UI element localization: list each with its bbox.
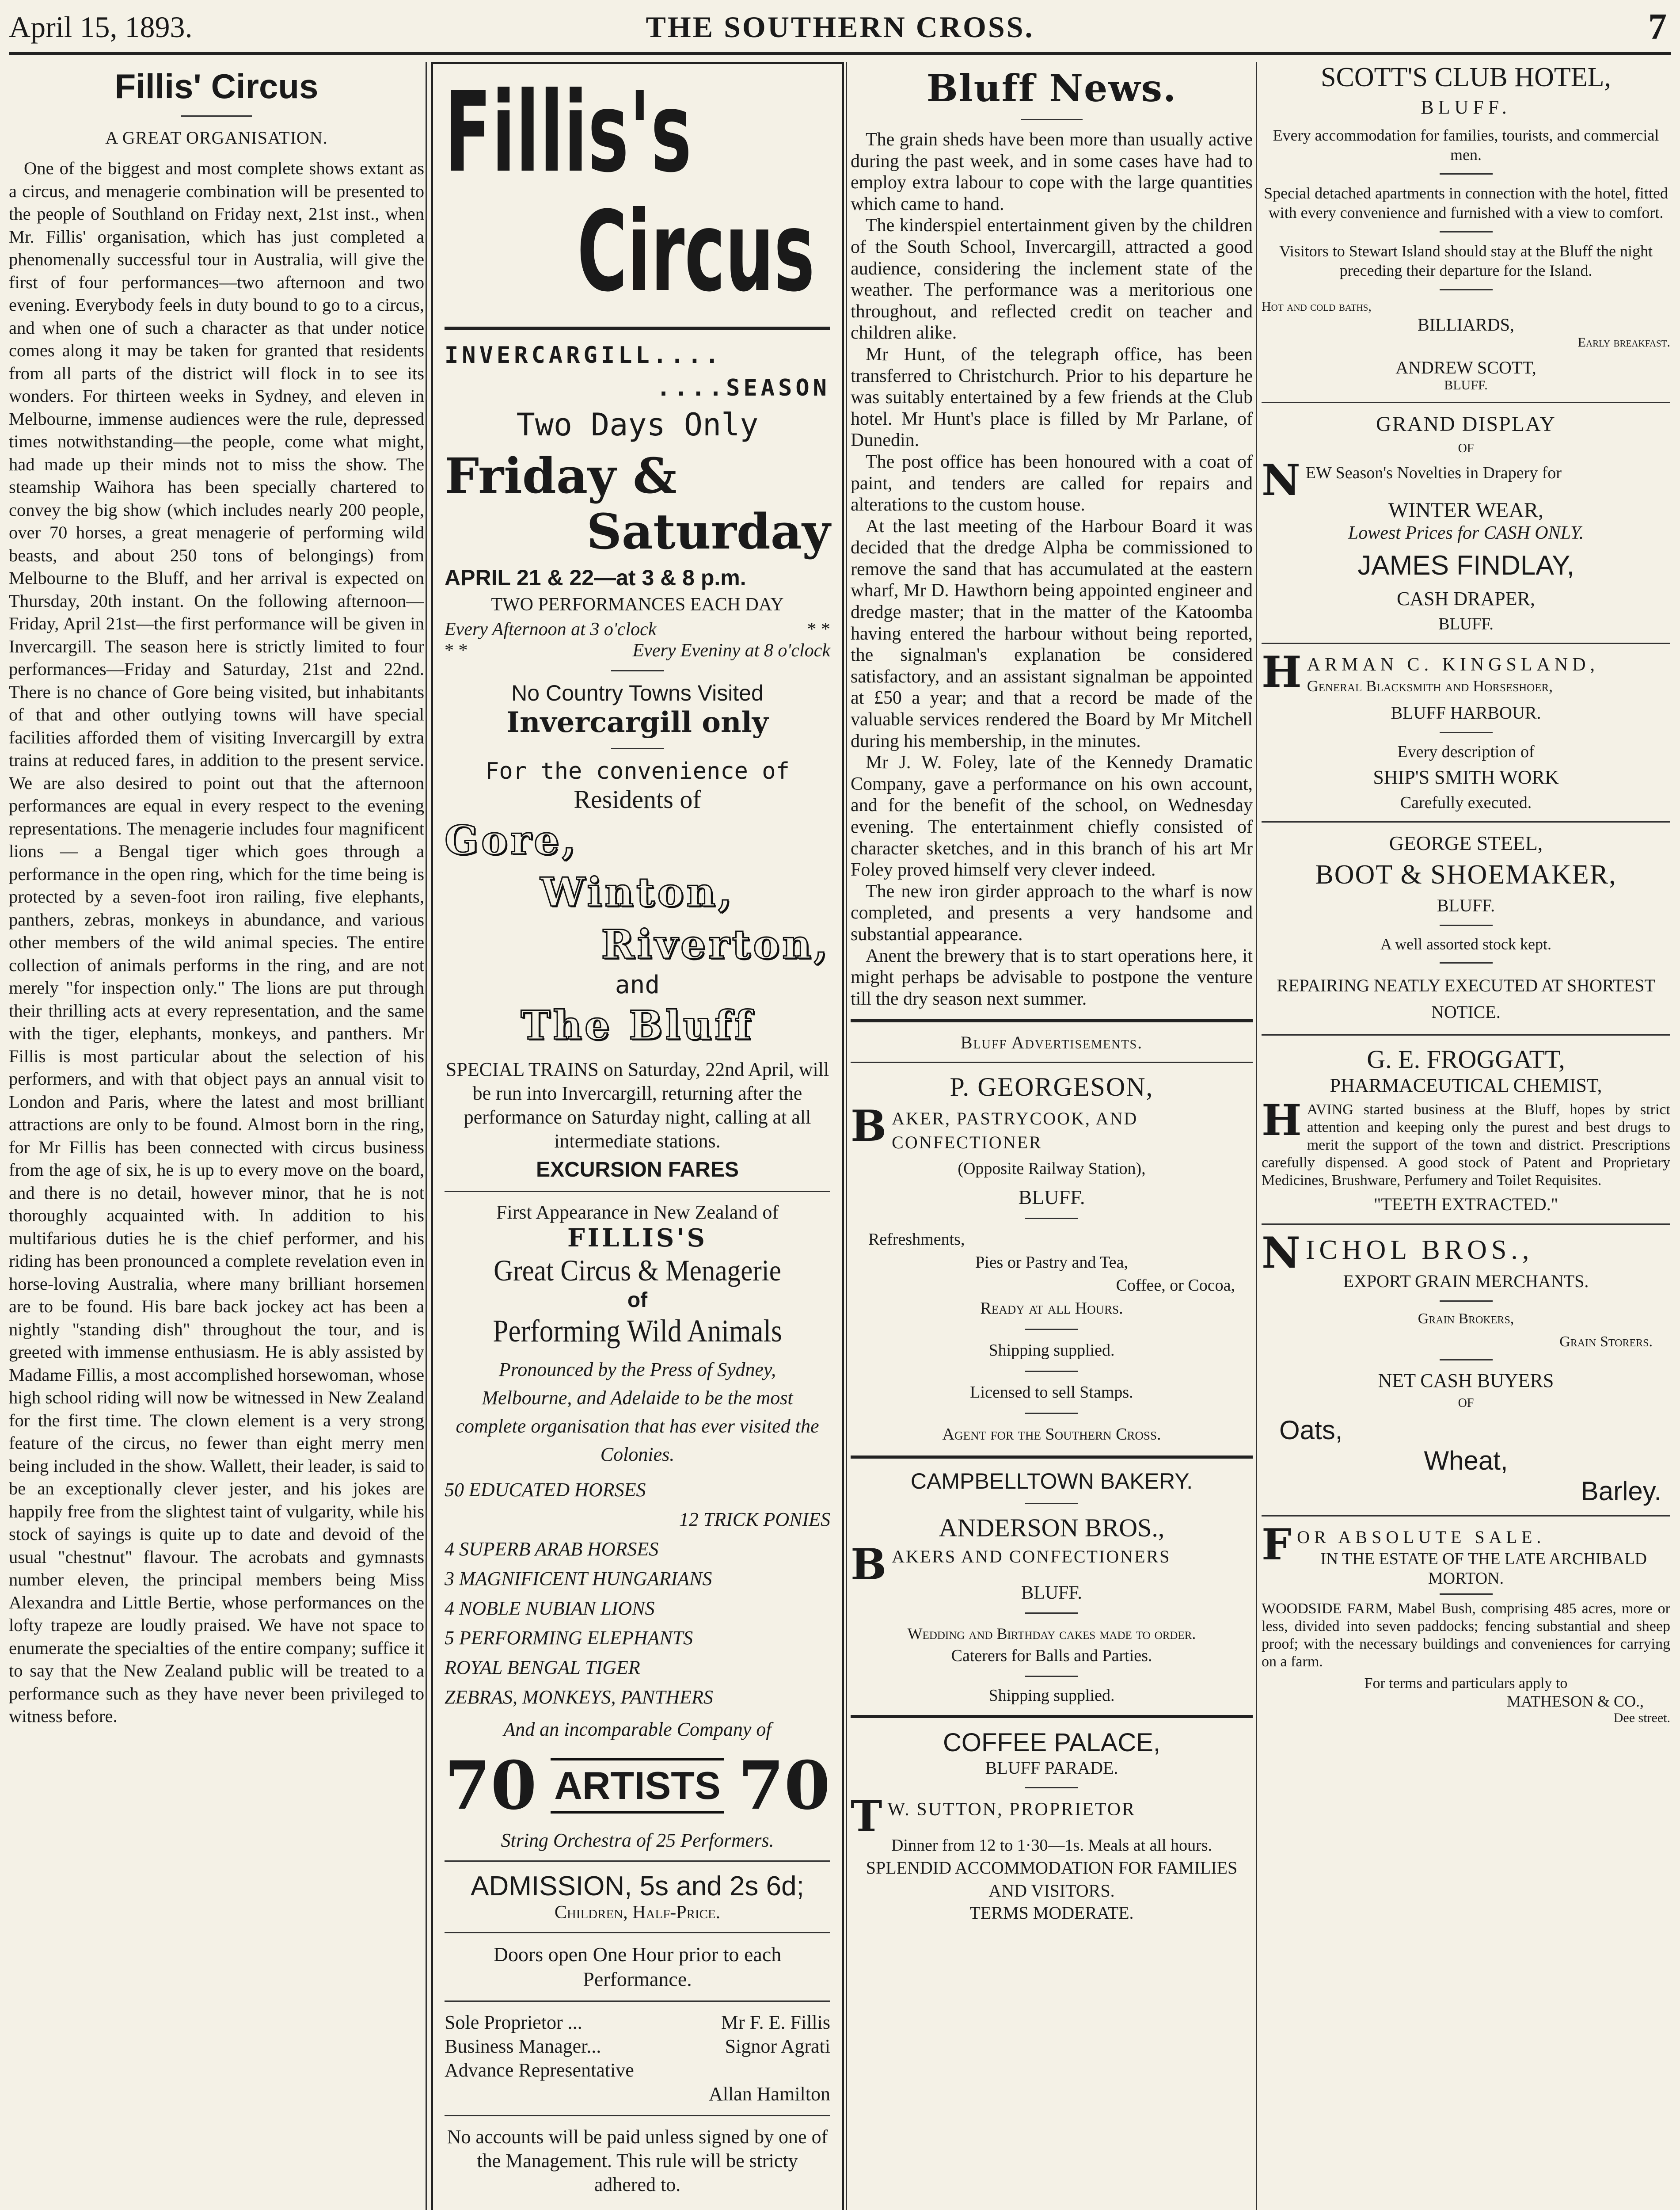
divider <box>851 1062 1253 1063</box>
season-line-2: ....SEASON <box>656 375 830 401</box>
list-item: ROYAL BENGAL TIGER <box>445 1657 640 1678</box>
admission-prices: ADMISSION, 5s and 2s 6d; <box>471 1871 804 1901</box>
absolute-sale-ad <box>1262 1520 1670 1726</box>
sale-text: WOODSIDE FARM, Mabel Bush, comprising 485 acres, more or less, divided into seven paddocks; fencing substantial and sheep proof; with the necessary buildings and conveniences for carrying on a farm. <box>1262 1600 1670 1670</box>
news-item: The grain sheds have been more than usually active during the past week, and in some cases have had to employ extra labour to cope with the large quantities which came to hand. <box>851 130 1253 214</box>
no-country-towns: No Country Towns Visited <box>511 681 764 705</box>
ad-title-circus: Circus <box>577 187 815 316</box>
shipping-supplied: Shipping supplied. <box>988 1341 1115 1360</box>
news-item: At the last meeting of the Harbour Board it was decided that the dredge Alpha be commissioned to remove the sand that has accumulated at the eastern wharf, Mr D. Hawthorn being appointed engineer and dredge master; that in the matter of the Katoomba having entered the harbour without being reported, the signalman's explanation be considered satisfactory, and an assistant signalman be appointed at £50 a year; and that a record be made of the valuable services rendered the Board by Mr Mitchell during his membership, in the minutes. <box>851 516 1253 751</box>
column-divider <box>846 62 847 2210</box>
ad-title-fillis: Fillis's <box>445 68 692 197</box>
blacksmith-trade: General Blacksmith and Horseshoer, <box>1307 677 1553 695</box>
divider <box>1025 1413 1078 1414</box>
of-word: of <box>627 1288 648 1312</box>
two-performances: TWO PERFORMANCES EACH DAY <box>491 594 784 615</box>
hotel-town: BLUFF. <box>1421 96 1511 118</box>
estate-line: IN THE ESTATE OF THE LATE ARCHIBALD MORTON. <box>1320 1550 1647 1588</box>
afternoon-time: Every Afternoon at 3 o'clock <box>445 619 657 640</box>
splendid-accommodation: SPLENDID ACCOMMODATION FOR FAMILIES AND VISITORS. <box>866 1858 1238 1901</box>
divider <box>1025 1612 1078 1614</box>
business-name: ANDERSON BROS., <box>939 1513 1165 1543</box>
bootmaker-name: GEORGE STEEL, <box>1389 832 1543 854</box>
dropcap: F <box>1262 1520 1292 1570</box>
divider <box>1262 1515 1670 1517</box>
lowest-prices: Lowest Prices for CASH ONLY. <box>1348 523 1584 543</box>
proprietor: W. SUTTON, PROPRIETOR <box>887 1799 1136 1820</box>
coffee-palace-ad <box>851 1728 1253 1923</box>
article-headline: Fillis' Circus <box>114 67 319 106</box>
agent-line: Agent for the Southern Cross. <box>942 1425 1161 1444</box>
coffee-palace-location: BLUFF PARADE. <box>985 1758 1118 1778</box>
dropcap: H <box>1262 1095 1302 1145</box>
special-trains: SPECIAL TRAINS on Saturday, 22nd April, will be run into Invercargill, returning after the performance on Saturday night, calling at all intermediate stations. <box>445 1059 829 1152</box>
hotel-special: Special detached apartments in connection with the hotel, fitted with every convenience and furnished with a view to comfort. <box>1264 184 1668 221</box>
dropcap: T <box>851 1791 882 1842</box>
merchant-name: ICHOL BROS., <box>1305 1235 1534 1265</box>
teeth-extracted: "TEETH EXTRACTED." <box>1373 1194 1558 1214</box>
list-item: 4 SUPERB ARAB HORSES <box>445 1538 659 1560</box>
draper-town: BLUFF. <box>1438 615 1494 633</box>
business-town: BLUFF. <box>1021 1583 1082 1604</box>
divider <box>1440 962 1493 964</box>
divider <box>1025 1676 1078 1677</box>
credit-role: Business Manager... <box>445 2035 601 2057</box>
credit-name: Signor Agrati <box>725 2035 830 2057</box>
divider <box>1025 1787 1078 1788</box>
grand-display: GRAND DISPLAY <box>1376 412 1556 436</box>
repairing: REPAIRING NEATLY EXECUTED AT SHORTEST NOTICE. <box>1277 975 1655 1022</box>
divider <box>611 748 664 749</box>
circus-advertisement <box>431 62 844 2210</box>
news-item: Anent the brewery that is to start operations here, it might perhaps be advisable to postpone the venture till the dry season next summer. <box>851 945 1253 1009</box>
town-gore: Gore, <box>445 817 578 864</box>
hot-cold-baths: Hot and cold baths, <box>1262 299 1372 314</box>
business-name: P. GEORGESON, <box>950 1072 1154 1102</box>
performance-dates: APRIL 21 & 22—at 3 & 8 p.m. <box>445 565 746 590</box>
campbelltown-ad <box>851 1468 1253 1705</box>
bootmaker-trade: BOOT & SHOEMAKER, <box>1315 860 1617 890</box>
two-days-only: Two Days Only <box>516 407 759 443</box>
barley: Barley. <box>1581 1476 1661 1506</box>
divider <box>611 670 664 671</box>
caterers: Caterers for Balls and Parties. <box>951 1646 1152 1665</box>
season-line-1: INVERCARGILL.... <box>445 342 722 369</box>
business-trade: AKERS AND CONFECTIONERS <box>892 1547 1171 1567</box>
divider <box>445 327 830 330</box>
blacksmith-name: ARMAN C. KINGSLAND, <box>1307 655 1600 675</box>
and-word: and <box>615 971 660 999</box>
divider <box>1440 173 1493 175</box>
business-town: BLUFF. <box>1018 1186 1085 1209</box>
town-riverton: Riverton, <box>601 921 830 968</box>
terms-moderate: TERMS MODERATE. <box>969 1903 1134 1923</box>
news-item: The kinderspiel entertainment given by the children of the South School, Invercargill, attracted a good audience, considering the inclement state of the weather. The performance was a meritorious one throughout, and reflected credit on teacher and children alike. <box>851 215 1253 343</box>
divider <box>1025 1329 1078 1330</box>
every-description: Every description of <box>1397 743 1535 761</box>
divider <box>1440 1359 1493 1360</box>
dropcap: B <box>851 1539 887 1590</box>
article-subhead: A GREAT ORGANISATION. <box>105 128 328 148</box>
divider <box>1025 1371 1078 1372</box>
no-accounts: No accounts will be paid unless signed by one of the Management. This rule will be stricty adhered to. <box>447 2126 828 2195</box>
agent-street: Dee street. <box>1613 1711 1670 1725</box>
business-location: (Opposite Railway Station), <box>958 1159 1146 1178</box>
proprietor-name: ANDREW SCOTT, <box>1395 358 1536 377</box>
sale-title: OR ABSOLUTE SALE. <box>1297 1527 1546 1547</box>
divider <box>851 1456 1253 1459</box>
divider <box>445 2115 830 2116</box>
fillis-circus-article <box>9 62 424 2210</box>
billiards: BILLIARDS, <box>1418 315 1514 335</box>
hotel-accommodation: Every accommodation for families, tourists, and commercial men. <box>1273 126 1659 164</box>
ready-hours: Ready at all Hours. <box>980 1299 1123 1318</box>
artists-heading: ARTISTS <box>551 1758 724 1814</box>
bootmaker-town: BLUFF. <box>1437 895 1495 915</box>
licensed-stamps: Licensed to sell Stamps. <box>970 1383 1133 1402</box>
doors-open: Doors open One Hour prior to each Performance. <box>493 1943 782 1990</box>
news-item: Mr Hunt, of the telegraph office, has been transferred to Christchurch. Prior to his departure he was suitably entertained by a few friends at the Club hotel. Mr Hunt's place is filled by Mr Parlane, of Dunedin. <box>851 344 1253 451</box>
divider <box>1440 925 1493 926</box>
draper-name: JAMES FINDLAY, <box>1357 550 1574 581</box>
press-quote: Pronounced by the Press of Sydney, Melbourne, and Adelaide to be the most complete organisation that has ever visited the Colonies. <box>456 1359 819 1465</box>
divider <box>1025 1503 1078 1504</box>
cakes-order: Wedding and Birthday cakes made to order. <box>907 1625 1196 1643</box>
list-item: ZEBRAS, MONKEYS, PANTHERS <box>445 1686 713 1708</box>
grain-brokers: Grain Brokers, <box>1418 1311 1514 1327</box>
column-divider <box>426 62 427 2210</box>
news-item: The new iron girder approach to the wharf is now completed, and presents a very handsome and substantial appearance. <box>851 881 1253 945</box>
advertisements-column <box>1262 62 1670 2210</box>
kingsland-ad <box>1262 647 1670 812</box>
steel-ad <box>1262 831 1670 1025</box>
froggatt-ad <box>1262 1044 1670 1215</box>
chemist-trade: PHARMACEUTICAL CHEMIST, <box>1330 1075 1602 1096</box>
dropcap: H <box>1262 647 1302 697</box>
divider <box>1440 1300 1493 1302</box>
incomparable-company: And an incomparable Company of <box>503 1718 772 1740</box>
of-word: OF <box>1458 1396 1474 1410</box>
winter-wear: WINTER WEAR, <box>1388 499 1544 522</box>
chemist-name: G. E. FROGGATT, <box>1367 1045 1565 1074</box>
stock-kept: A well assorted stock kept. <box>1380 935 1551 953</box>
masthead <box>9 4 1671 55</box>
ships-smith-work: SHIP'S SMITH WORK <box>1373 766 1559 788</box>
dropcap: N <box>1262 1228 1300 1278</box>
divider <box>445 2000 830 2002</box>
issue-date: April 15, 1893. <box>9 10 193 44</box>
excursion-fares: EXCURSION FARES <box>536 1158 739 1181</box>
newspaper-title: THE SOUTHERN CROSS. <box>646 10 1034 44</box>
town-winton: Winton, <box>540 869 735 916</box>
shipping-supplied: Shipping supplied. <box>988 1686 1115 1705</box>
divider <box>1025 1218 1078 1219</box>
dinner-hours: Dinner from 12 to 1·30—1s. Meals at all hours. <box>891 1836 1212 1855</box>
divider <box>445 1860 830 1862</box>
divider <box>1440 231 1493 232</box>
article-body: One of the biggest and most complete shows extant as a circus, and menagerie combination will be presented to the people of Southland on Friday next, 21st inst., when Mr. Fillis' organisation, which has just completed a phenomenally successful tour in Australia, will give the first of four performances—two afternoon and two evening. Everybody feels in duty bound to go to a circus, and when one of such a character as that under notice comes along it may be taken for granted that residents from all parts of the district will flock in to see its wonders. For thirteen weeks in Sydney, and eleven in Melbourne, immense audiences were the rule, depressed times notwithstanding—the people, come what might, had made up their minds not to miss the show. The steamship Waihora has been specially chartered to convey the big show (which includes nearly 200 people, over 70 horses, a great menagerie of performing wild beasts, and about 250 tons of belongings) from Melbourne to the Bluff, and her arrival is expected on Thursday, 20th instant. On the following afternoon—Friday, April 21st—the first performance will be given in Invercargill. The season here is strictly limited to four performances—Friday and Saturday, 21st and 22nd. There is no chance of Gore being visited, but inhabitants of that and other outlying towns will have special facilities afforded them of visiting Invercargill by extra trains at reduced fares, in addition to the present service. We are also desired to point out that the afternoon performances are equal in every respect to the evening representations. The menagerie includes four magnificent lions — a Bengal tiger which goes through a performance in the open ring, which for the time being is protected by a seven-foot iron railing, five elephants, panthers, zebras, monkeys in abundance, and various other members of the wild animal species. The entire collection of animals performs in the ring, and are not merely "for inspection only." The lions are put through their thrilling acts at every representation, and the same with the tiger, elephants, monkeys, and panthers. Mr Fillis is most particular about the selection of his performers, and with that object pays an annual visit to London and Paris, where the latest and most brilliant attractions are only to be found. Almost born in the ring, for Mr Fillis has been connected with circus business from the age of six, he is up to every move on the board, and there is no detail, however minor, that he is not thoroughly acquainted with. In addition to his multifarious duties he is the chief performer, and his riding has been pronounced a complete revelation even in horse-loving Australia, where many brilliant horsemen are to be found. His bare back jockey act has been a nightly "standing dish" throughout the tour, and is greeted with immense enthusiasm. He is ably assisted by Madame Fillis, a most accomplished horsewoman, whose high school riding will now be witnessed in New Zealand for the first time. The clown element is a very strong feature of the circus, no fewer than eight merry men being included in the show. Wallett, their leader, is said to be an exceptionally clever jester, and his jokes are happily free from the slightest taint of vulgarity, while his stock of sayings is quite up to date and devoid of the usual "chestnut" flavour. The acrobats and gymnasts number eleven, the principal members being Miss Alexandra and Little Bertie, whose performances on the lofty trapeze are loudly praised. We have not space to enumerate the specialties of the entire company; suffice it to say that the New Zealand public will be treated to a performance such as they have never been privileged to witness before. <box>9 158 424 1726</box>
attractions-list <box>445 1475 830 1712</box>
friday-heading: Friday & <box>445 447 677 504</box>
business-trade: AKER, PASTRYCOOK, AND CONFECTIONER <box>892 1109 1138 1153</box>
first-appearance: First Appearance in New Zealand of <box>496 1201 779 1223</box>
list-item: 4 NOBLE NUBIAN LIONS <box>445 1597 655 1619</box>
refreshments: Refreshments, <box>868 1230 965 1249</box>
stars-decoration: * * <box>807 619 830 640</box>
list-item: 12 TRICK PONIES <box>679 1509 830 1530</box>
management-credits <box>445 2011 830 2106</box>
draper-trade: CASH DRAPER, <box>1397 588 1535 610</box>
evening-time: Every Eveniny at 8 o'clock <box>632 640 830 661</box>
divider <box>1262 643 1670 644</box>
divider <box>1262 1034 1670 1036</box>
performing-wild-animals: Performing Wild Animals <box>493 1313 782 1349</box>
residents-line: Residents of <box>574 785 701 814</box>
coffee-cocoa: Coffee, or Cocoa, <box>1116 1276 1235 1295</box>
chemist-text: AVING started business at the Bluff, hopes by strict attention and keeping only the purest and best drugs to merit the support of the town and district. Prescriptions carefully dispensed. A good stock of Patent and Proprietary Medicines, Brushware, Perfumery and Toilet Requisites. <box>1262 1101 1670 1189</box>
coffee-palace-title: COFFEE PALACE, <box>943 1728 1161 1757</box>
blacksmith-town: BLUFF HARBOUR. <box>1391 703 1541 723</box>
dropcap: B <box>851 1101 887 1151</box>
news-item: The post office has been honoured with a coat of paint, and tenders are called for repairs and alterations to the custom house. <box>851 451 1253 515</box>
pies-tea: Pies or Pastry and Tea, <box>975 1253 1128 1272</box>
divider <box>1440 1593 1493 1595</box>
news-item: Mr J. W. Foley, late of the Kennedy Dramatic Company, gave a performance on his own account, and for the benefit of the school, on Wednesday evening. The entertainment chiefly consisted of character sketches, and in this branch of his art Mr Foley proved himself very clever indeed. <box>851 752 1253 880</box>
bakery-title: CAMPBELLTOWN BAKERY. <box>910 1469 1193 1494</box>
great-circus: Great Circus & Menagerie <box>494 1254 781 1287</box>
stars-decoration: * * <box>445 640 468 661</box>
proprietor-town: BLUFF. <box>1444 378 1488 392</box>
divider <box>1262 402 1670 403</box>
divider <box>1021 119 1083 120</box>
credit-name: Mr F. E. Fillis <box>721 2012 830 2033</box>
town-the-bluff: The Bluff <box>521 1002 754 1049</box>
wheat: Wheat, <box>1424 1446 1508 1475</box>
bluff-news-headline: Bluff News. <box>926 66 1177 110</box>
of-word: OF <box>1458 442 1474 455</box>
divider <box>851 1715 1253 1718</box>
divider <box>851 1019 1253 1022</box>
hotel-name: SCOTT'S CLUB HOTEL, <box>1320 62 1612 92</box>
nichol-ad <box>1262 1228 1670 1506</box>
divider <box>1262 1223 1670 1225</box>
dropcap: N <box>1262 455 1300 505</box>
divider <box>445 1932 830 1933</box>
credit-role: Sole Proprietor ... <box>445 2012 582 2033</box>
ads-header: Bluff Advertisements. <box>960 1033 1143 1053</box>
scotts-hotel-ad <box>1262 62 1670 393</box>
invercargill-only: Invercargill only <box>506 706 768 739</box>
carefully-executed: Carefully executed. <box>1400 793 1532 812</box>
page-number: 7 <box>1648 6 1667 47</box>
convenience-line: For the convenience of <box>485 758 790 785</box>
divider <box>1262 821 1670 823</box>
fillis-caps: FILLIS'S <box>567 1223 707 1253</box>
novelties-line: EW Season's Novelties in Drapery for <box>1305 464 1562 482</box>
oats: Oats, <box>1279 1415 1343 1445</box>
net-cash-buyers: NET CASH BUYERS <box>1378 1370 1554 1391</box>
divider <box>1440 289 1493 290</box>
bluff-news-column <box>851 62 1253 2210</box>
merchant-trade: EXPORT GRAIN MERCHANTS. <box>1343 1271 1589 1291</box>
seventy-left: 70 <box>445 1747 537 1825</box>
list-item: 3 MAGNIFICENT HUNGARIANS <box>445 1568 712 1589</box>
orchestra: String Orchestra of 25 Performers. <box>501 1829 774 1851</box>
georgeson-ad <box>851 1072 1253 1446</box>
seventy-right: 70 <box>738 1747 830 1825</box>
agent-name: MATHESON & CO., <box>1506 1692 1644 1710</box>
grain-storers: Grain Storers. <box>1559 1334 1653 1350</box>
list-item: 50 EDUCATED HORSES <box>445 1479 646 1501</box>
column-divider <box>1256 62 1257 2210</box>
saturday-heading: Saturday <box>586 503 830 560</box>
credit-role: Advance Representative <box>445 2059 634 2081</box>
credit-name: Allan Hamilton <box>709 2083 830 2105</box>
apply-to: For terms and particulars apply to <box>1364 1675 1568 1692</box>
early-breakfast: Early breakfast. <box>1577 335 1670 350</box>
list-item: 5 PERFORMING ELEPHANTS <box>445 1627 693 1649</box>
divider <box>181 115 252 117</box>
divider <box>1440 732 1493 733</box>
divider <box>445 1191 830 1192</box>
children-price: Children, Half-Price. <box>554 1902 721 1923</box>
hotel-visitors: Visitors to Stewart Island should stay at the Bluff the night preceding their departure for the Island. <box>1279 242 1653 279</box>
findlay-ad <box>1262 412 1670 634</box>
